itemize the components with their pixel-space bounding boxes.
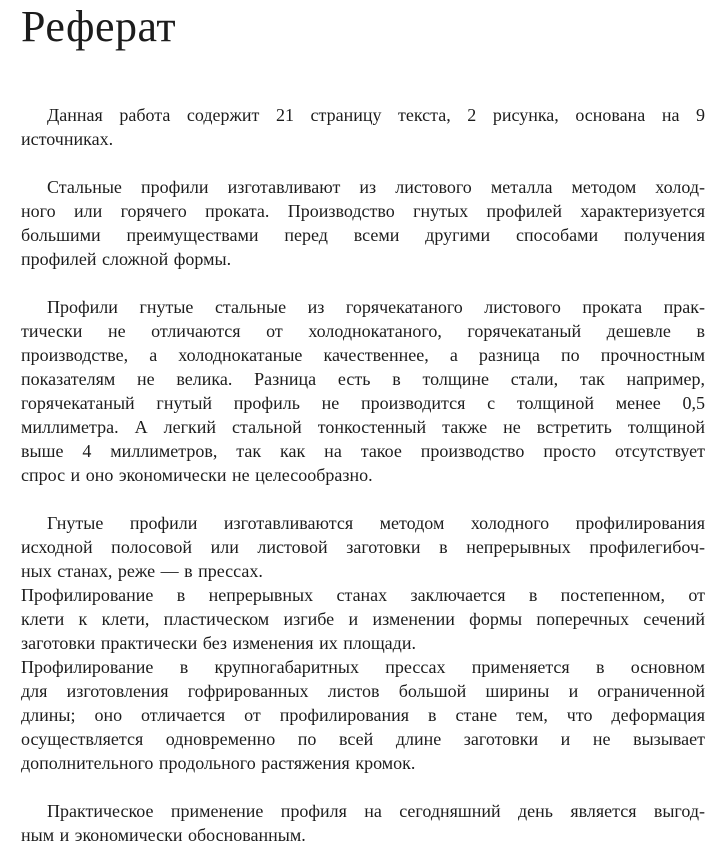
paragraph-intro [21, 103, 705, 151]
document-body [21, 103, 705, 847]
text-line: Профилирование в крупногабаритных прессах применяется в основном [21, 656, 705, 677]
text-line: большими преимуществами перед всеми другими способами получения [21, 224, 705, 245]
text-line: ным и экономически обоснованным. [21, 824, 306, 845]
text-line: спрос и оно экономически не целесообразно. [21, 464, 373, 485]
text-line: Гнутые профили изготавливаются методом холодного профилирования [47, 512, 705, 533]
text-line: осуществляется одновременно по всей длине заготовки и не вызывает [21, 728, 705, 749]
text-line: профилей сложной формы. [21, 248, 232, 269]
text-line: исходной полосовой или листовой заготовки в непрерывных профилегибоч- [21, 536, 705, 557]
text-line: Практическое применение профиля на сегодняшний день является выгод- [47, 800, 705, 821]
paragraph-large-presses [21, 655, 705, 775]
text-line: Стальные профили изготавливают из листового металла методом холод- [47, 176, 705, 197]
text-line: тически не отличаются от холоднокатаного, горячекатаный дешевле в [21, 320, 705, 341]
text-line: горячекатаный гнутый профиль не производится с толщиной менее 0,5 [21, 392, 705, 413]
paragraph-practical-use [21, 799, 705, 847]
text-line: показателям не велика. Разница есть в толщине стали, так например, [21, 368, 705, 389]
text-line: ных станах, реже — в прессах. [21, 560, 263, 581]
text-line: миллиметра. А легкий стальной тонкостенный также не встретить толщиной [21, 416, 705, 437]
text-line: Профили гнутые стальные из горячекатаного листового проката прак- [47, 296, 705, 317]
text-line: выше 4 миллиметров, так как на такое производство просто отсутствует [21, 440, 705, 461]
text-line: Профилирование в непрерывных станах заключается в постепенном, от [21, 584, 705, 605]
text-line: клети к клети, пластическом изгибе и изменении формы поперечных сечений [21, 608, 705, 629]
text-line: дополнительного продольного растяжения кромок. [21, 752, 416, 773]
paragraph-bent-profiles-method [21, 511, 705, 583]
text-line: ного или горячего проката. Производство гнутых профилей характеризуется [21, 200, 705, 221]
text-line: Данная работа содержит 21 страницу текста, 2 рисунка, основана на 9 [47, 104, 705, 125]
text-line: заготовки практически без изменения их площади. [21, 632, 416, 653]
text-line: производстве, а холоднокатаные качественнее, а разница по прочностным [21, 344, 705, 365]
paragraph-continuous-mills [21, 583, 705, 655]
text-line: длины; оно отличается от профилирования в стане тем, что деформация [21, 704, 705, 725]
paragraph-steel-profiles [21, 175, 705, 271]
text-line: источниках. [21, 128, 114, 149]
paragraph-hot-vs-cold-rolled [21, 295, 705, 487]
text-line: для изготовления гофрированных листов большой ширины и ограниченной [21, 680, 705, 701]
page-title: Реферат [21, 2, 177, 51]
